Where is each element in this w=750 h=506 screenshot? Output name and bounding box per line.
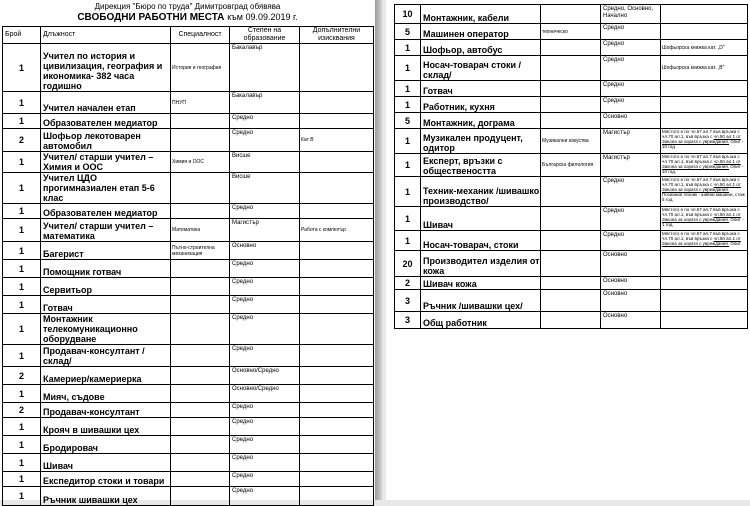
page-title: [0, 12, 375, 23]
extra-cell: Мястото е по чл.67 ал.7 във връзка с чл.70 ал.1, във връзка с чл.50 ал.1 от Закона за хората с увреждания. Опит - 1 год.: [661, 207, 748, 231]
education-cell: Основно: [601, 277, 661, 290]
count-cell: 1: [3, 278, 41, 296]
position-cell: Учител начален етап: [41, 92, 171, 114]
table-row: [3, 242, 374, 260]
table-row: [3, 367, 374, 385]
count-cell: 1: [3, 436, 41, 454]
specialty-cell: [541, 290, 601, 312]
count-cell: 1: [3, 219, 41, 242]
count-cell: 1: [395, 231, 421, 251]
specialty-cell: [171, 260, 230, 278]
extra-cell: Работа с компютър: [300, 219, 374, 242]
table-row: [395, 56, 748, 81]
count-cell: 2: [3, 403, 41, 418]
count-cell: 1: [3, 314, 41, 345]
education-cell: Средно: [230, 278, 300, 296]
table-row: [395, 154, 748, 177]
specialty-cell: [171, 314, 230, 345]
education-cell: Средно: [230, 418, 300, 436]
count-cell: 1: [395, 207, 421, 231]
specialty-cell: [171, 114, 230, 129]
extra-cell: [300, 472, 374, 487]
extra-cell: Мястото е по чл.67 ал.7 във връзка с чл.70 ал.1, във връзка с чл.50 ал.1 от Закона за хората с увреждания. Познания техник - шивни машини, стаж 5 год.: [661, 177, 748, 207]
position-cell: Бродировач: [41, 436, 171, 454]
position-cell: Техник-механик /шивашко производство/: [421, 177, 541, 207]
specialty-cell: техническо: [541, 24, 601, 40]
extra-cell: Шофьорска книжка кат. „В": [661, 56, 748, 81]
table-row: [3, 173, 374, 204]
table-row: [395, 251, 748, 277]
position-cell: Производител изделия от кожа: [421, 251, 541, 277]
position-cell: Експедитор стоки и товари: [41, 472, 171, 487]
specialty-cell: [541, 81, 601, 97]
table-row: [3, 92, 374, 114]
table-row: [395, 81, 748, 97]
title-date: към 09.09.2019 г.: [227, 12, 298, 22]
position-cell: Шивач: [421, 207, 541, 231]
specialty-cell: [541, 207, 601, 231]
position-cell: Образователен медиатор: [41, 114, 171, 129]
table-header-row: [3, 27, 374, 44]
extra-cell: [300, 204, 374, 219]
extra-cell: [300, 44, 374, 92]
col-count-header: Брой: [3, 27, 41, 44]
education-cell: Основно: [601, 312, 661, 329]
table-row: [3, 219, 374, 242]
specialty-cell: История и география: [171, 44, 230, 92]
table-row: [3, 152, 374, 173]
table-row: [395, 177, 748, 207]
extra-cell: [300, 345, 374, 367]
table-row: [3, 129, 374, 152]
position-cell: Ръчник шивашки цех: [41, 487, 171, 506]
position-cell: Носач-товарач, стоки: [421, 231, 541, 251]
table-row: [395, 5, 748, 24]
education-cell: Средно: [230, 296, 300, 314]
education-cell: Средно: [230, 487, 300, 506]
table-row: [395, 129, 748, 154]
position-cell: Работник, кухня: [421, 97, 541, 113]
specialty-cell: Математика: [171, 219, 230, 242]
specialty-cell: ПНУП: [171, 92, 230, 114]
table-row: [3, 296, 374, 314]
education-cell: Средно: [601, 207, 661, 231]
specialty-cell: Химия и ООС: [171, 152, 230, 173]
count-cell: 1: [3, 418, 41, 436]
education-cell: Средно: [601, 40, 661, 56]
extra-cell: Кат В: [300, 129, 374, 152]
specialty-cell: [171, 129, 230, 152]
position-cell: Сервитьор: [41, 278, 171, 296]
specialty-cell: [541, 277, 601, 290]
table-row: [3, 454, 374, 472]
specialty-cell: [541, 5, 601, 24]
position-cell: Монтажник телекомуникационно оборудване: [41, 314, 171, 345]
specialty-cell: [541, 56, 601, 81]
education-cell: Бакалавър: [230, 44, 300, 92]
count-cell: 1: [3, 173, 41, 204]
specialty-cell: Пътно-строителна механизация: [171, 242, 230, 260]
extra-cell: Мястото е по чл.67 ал.7 във връзка с чл.70 ал.1, във връзка с чл.50 ал.1 от Закона за хората с увреждания. Опит - 10 год.: [661, 129, 748, 154]
table-row: [3, 278, 374, 296]
extra-cell: [300, 367, 374, 385]
extra-cell: [300, 114, 374, 129]
extra-cell: [300, 403, 374, 418]
count-cell: 1: [395, 177, 421, 207]
count-cell: 10: [395, 5, 421, 24]
education-cell: Средно: [601, 231, 661, 251]
position-cell: Мияч, съдове: [41, 385, 171, 403]
count-cell: 3: [395, 312, 421, 329]
education-cell: Средно: [230, 436, 300, 454]
title-text: СВОБОДНИ РАБОТНИ МЕСТА: [77, 12, 225, 23]
count-cell: 3: [395, 290, 421, 312]
count-cell: 1: [395, 154, 421, 177]
position-cell: Монтажник, кабели: [421, 5, 541, 24]
position-cell: Образователен медиатор: [41, 204, 171, 219]
table-row: [3, 314, 374, 345]
count-cell: 1: [3, 385, 41, 403]
count-cell: 5: [395, 24, 421, 40]
position-cell: Шивач кожа: [421, 277, 541, 290]
extra-cell: [300, 454, 374, 472]
position-cell: Учител/ старши учител – математика: [41, 219, 171, 242]
extra-cell: [661, 5, 748, 24]
extra-cell: [661, 97, 748, 113]
education-cell: Средно: [230, 114, 300, 129]
position-cell: Готвач: [421, 81, 541, 97]
count-cell: 1: [395, 56, 421, 81]
specialty-cell: [171, 454, 230, 472]
count-cell: 1: [3, 260, 41, 278]
position-cell: Музикален продуцент, одитор: [421, 129, 541, 154]
count-cell: 1: [3, 487, 41, 506]
table-row: [3, 436, 374, 454]
specialty-cell: [171, 436, 230, 454]
education-cell: Висше: [230, 152, 300, 173]
education-cell: Средно: [230, 314, 300, 345]
page-gap-shadow: [375, 0, 382, 500]
education-cell: Средно: [230, 204, 300, 219]
position-cell: Машинен оператор: [421, 24, 541, 40]
specialty-cell: [171, 403, 230, 418]
count-cell: 1: [3, 152, 41, 173]
extra-cell: [661, 290, 748, 312]
count-cell: 2: [3, 367, 41, 385]
position-cell: Шофьор, автобус: [421, 40, 541, 56]
education-cell: Средно: [601, 56, 661, 81]
extra-cell: Мястото е по чл.67 ал.7 във връзка с чл.70 ал.1, във връзка с чл.50 ал.1 от Закона за хората с увреждания. Опит - 10 год.: [661, 154, 748, 177]
education-cell: Магистър: [230, 219, 300, 242]
extra-cell: [300, 296, 374, 314]
table-row: [3, 204, 374, 219]
col-extra-header: Допълнителни изисквания: [300, 27, 374, 44]
count-cell: 5: [395, 113, 421, 129]
document-page-left: [0, 0, 375, 505]
count-cell: 1: [3, 114, 41, 129]
extra-cell: [300, 92, 374, 114]
col-position-header: Длъжност: [41, 27, 171, 44]
table-row: [395, 207, 748, 231]
specialty-cell: [541, 251, 601, 277]
education-cell: Основно: [230, 242, 300, 260]
specialty-cell: [541, 312, 601, 329]
extra-cell: [661, 113, 748, 129]
education-cell: Средно: [601, 97, 661, 113]
education-cell: Средно: [601, 177, 661, 207]
count-cell: 1: [3, 204, 41, 219]
table-row: [3, 487, 374, 506]
education-cell: Магистър: [601, 129, 661, 154]
position-cell: Продавач-консултант /склад/: [41, 345, 171, 367]
education-cell: Средно, Основно, Начално: [601, 5, 661, 24]
specialty-cell: [541, 40, 601, 56]
count-cell: 1: [3, 44, 41, 92]
vacancies-table-right: [394, 4, 748, 329]
position-cell: Шивач: [41, 454, 171, 472]
education-cell: Висше: [230, 173, 300, 204]
education-cell: Основно: [601, 251, 661, 277]
extra-cell: [661, 81, 748, 97]
position-cell: Експерт, връзки с обществеността: [421, 154, 541, 177]
extra-cell: [300, 278, 374, 296]
position-cell: Крояч в шивашки цех: [41, 418, 171, 436]
position-cell: Багерист: [41, 242, 171, 260]
count-cell: 2: [3, 129, 41, 152]
vacancies-table-left: [2, 26, 374, 506]
table-row: [3, 418, 374, 436]
extra-cell: [300, 173, 374, 204]
position-cell: Помощник готвач: [41, 260, 171, 278]
extra-cell: [661, 251, 748, 277]
position-cell: Учител/ старши учител – Химия и ООС: [41, 152, 171, 173]
extra-cell: [300, 314, 374, 345]
position-cell: Шофьор лекотоварен автомобил: [41, 129, 171, 152]
position-cell: Монтажник, дограма: [421, 113, 541, 129]
extra-cell: Мястото е по чл.67 ал.7 във връзка с чл.70 ал.1, във връзка с чл.50 ал.1 от Закона за хората с увреждания. Опит: [661, 231, 748, 251]
col-education-header: Степен на образование: [230, 27, 300, 44]
count-cell: 1: [395, 81, 421, 97]
position-cell: Готвач: [41, 296, 171, 314]
table-row: [395, 97, 748, 113]
table-row: [395, 40, 748, 56]
specialty-cell: [171, 296, 230, 314]
table-row: [3, 345, 374, 367]
specialty-cell: [171, 418, 230, 436]
position-cell: Учител ЦДО прогимназиален етап 5-6 клас: [41, 173, 171, 204]
education-cell: Средно: [230, 472, 300, 487]
count-cell: 1: [3, 242, 41, 260]
specialty-cell: [171, 367, 230, 385]
extra-cell: [300, 260, 374, 278]
education-cell: Основно/Средно: [230, 367, 300, 385]
education-cell: Средно: [601, 24, 661, 40]
count-cell: 1: [3, 92, 41, 114]
education-cell: Средно: [230, 454, 300, 472]
count-cell: 1: [3, 472, 41, 487]
table-row: [395, 24, 748, 40]
position-cell: Ръчник /шивашки цех/: [421, 290, 541, 312]
specialty-cell: [171, 345, 230, 367]
specialty-cell: [171, 385, 230, 403]
specialty-cell: [541, 177, 601, 207]
specialty-cell: [171, 173, 230, 204]
table-row: [3, 403, 374, 418]
specialty-cell: [171, 204, 230, 219]
education-cell: Средно: [230, 345, 300, 367]
extra-cell: [300, 385, 374, 403]
count-cell: 1: [3, 345, 41, 367]
count-cell: 2: [395, 277, 421, 290]
table-row: [3, 44, 374, 92]
specialty-cell: [541, 113, 601, 129]
extra-cell: [300, 152, 374, 173]
extra-cell: [661, 312, 748, 329]
specialty-cell: [171, 278, 230, 296]
table-row: [3, 114, 374, 129]
count-cell: 20: [395, 251, 421, 277]
specialty-cell: [171, 472, 230, 487]
position-cell: Учител по история и цивилизация, география и икономика- 382 часа годишно: [41, 44, 171, 92]
table-row: [3, 472, 374, 487]
education-cell: Бакалавър: [230, 92, 300, 114]
specialty-cell: [171, 487, 230, 506]
count-cell: 1: [395, 129, 421, 154]
extra-cell: [661, 24, 748, 40]
bureau-header: Дирекция "Бюро по труда" Димитровград обявява: [94, 2, 281, 11]
education-cell: Основно: [601, 113, 661, 129]
education-cell: Основно/Средно: [230, 385, 300, 403]
count-cell: 1: [395, 97, 421, 113]
position-cell: Продавач-консултант: [41, 403, 171, 418]
education-cell: Средно: [230, 129, 300, 152]
specialty-cell: Музикални изкуства: [541, 129, 601, 154]
count-cell: 1: [3, 454, 41, 472]
count-cell: 1: [3, 296, 41, 314]
specialty-cell: Българска филология: [541, 154, 601, 177]
position-cell: Носач-товарач стоки /склад/: [421, 56, 541, 81]
table-row: [395, 277, 748, 290]
extra-cell: [300, 418, 374, 436]
extra-cell: [300, 436, 374, 454]
education-cell: Средно: [230, 403, 300, 418]
table-row: [3, 385, 374, 403]
extra-cell: [661, 277, 748, 290]
table-row: [395, 312, 748, 329]
col-specialty-header: Специалност: [171, 27, 230, 44]
education-cell: Магистър: [601, 154, 661, 177]
count-cell: 1: [395, 40, 421, 56]
education-cell: Основно: [601, 290, 661, 312]
specialty-cell: [541, 97, 601, 113]
extra-cell: [300, 242, 374, 260]
extra-cell: Шофьорска книжка кат. „D": [661, 40, 748, 56]
education-cell: Средно: [230, 260, 300, 278]
specialty-cell: [541, 231, 601, 251]
position-cell: Камериер/камериерка: [41, 367, 171, 385]
position-cell: Общ работник: [421, 312, 541, 329]
table-row: [3, 260, 374, 278]
extra-cell: [300, 487, 374, 506]
education-cell: Средно: [601, 81, 661, 97]
table-row: [395, 113, 748, 129]
table-row: [395, 290, 748, 312]
table-row: [395, 231, 748, 251]
